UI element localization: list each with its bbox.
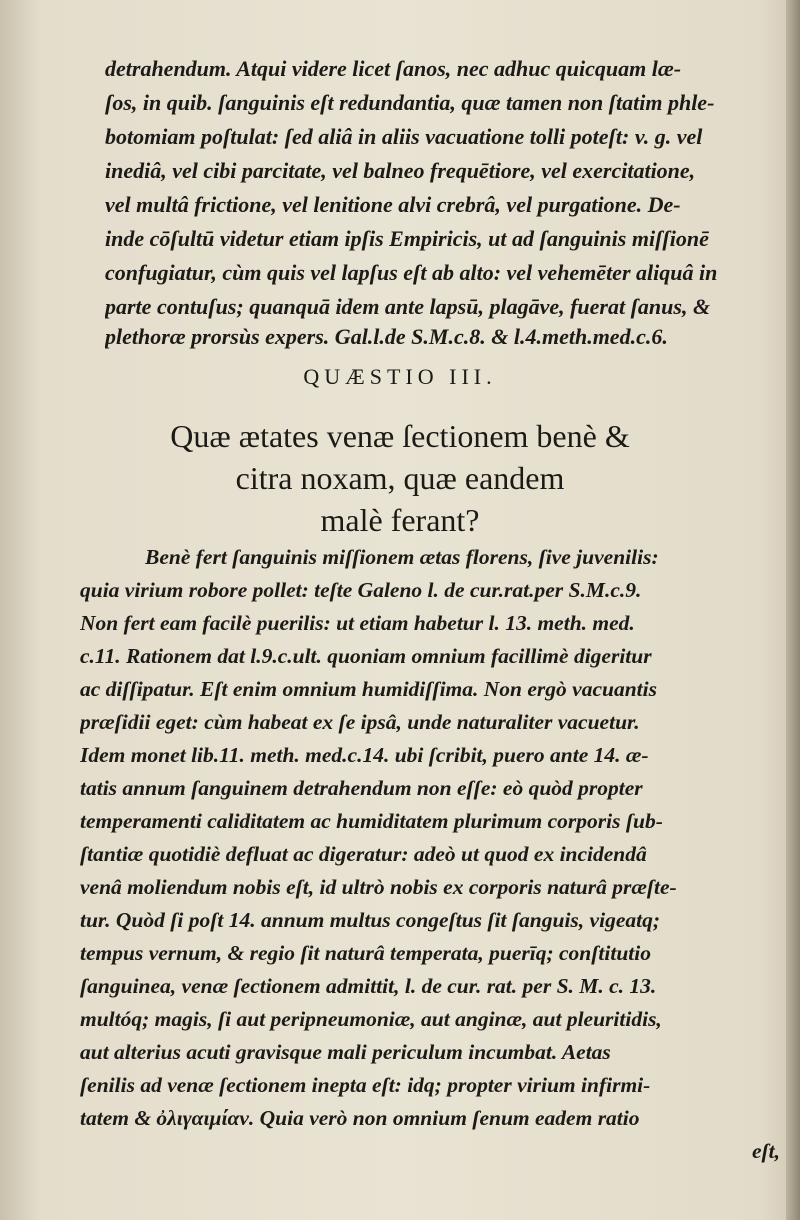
text-line: ſos, in quib. ſanguinis eſt redundantia, quæ tamen non ſtatim phle- [105, 90, 715, 115]
quaestio-heading: QUÆSTIO III. [303, 364, 497, 389]
title-line: Quæ ætates venæ ſectionem benè & [170, 418, 630, 454]
text-line: tatis annum ſanguinem detrahendum non eſſe: eò quòd propter [80, 776, 643, 800]
text-line: inde cōſultū videtur etiam ipſis Empiricis, ut ad ſanguinis miſſionē [105, 226, 709, 251]
text-line: tatem & ὀλιγαιμίαν. Quia verò non omnium ſenum eadem ratio [80, 1106, 640, 1130]
text-line: plethoræ prorsùs expers. Gal.l.de S.M.c.8. & l.4.meth.med.c.6. [105, 324, 668, 349]
text-line: inediâ, vel cibi parcitate, vel balneo frequētiore, vel exercitatione, [105, 158, 696, 183]
text-line: parte contuſus; quanquā idem ante lapsū, plagāve, fuerat ſanus, & [105, 294, 711, 319]
text-line: vel multâ frictione, vel lenitione alvi crebrâ, vel purgatione. De- [105, 192, 681, 217]
text-line: Idem monet lib.11. meth. med.c.14. ubi ſcribit, puero ante 14. æ- [80, 743, 649, 767]
text-line: temperamenti caliditatem ac humiditatem plurimum corporis ſub- [80, 809, 663, 833]
text-line: quia virium robore pollet: teſte Galeno l. de cur.rat.per S.M.c.9. [80, 578, 642, 602]
text-line: præſidii eget: cùm habeat ex ſe ipsâ, unde naturaliter vacuetur. [80, 710, 640, 734]
text-line: ac diſſipatur. Eſt enim omnium humidiſſima. Non ergò vacuantis [80, 677, 657, 701]
text-line: multóq; magis, ſi aut peripneumoniæ, aut anginæ, aut pleuritidis, [80, 1007, 662, 1031]
text-line: botomiam poſtulat: ſed aliâ in aliis vacuatione tolli poteſt: v. g. vel [105, 124, 703, 149]
text-line: Benè fert ſanguinis miſſionem ætas florens, ſive juvenilis: [145, 545, 659, 569]
text-line: c.11. Rationem dat l.9.c.ult. quoniam omnium facillimè digeritur [80, 644, 652, 668]
page-edge-shadow [786, 0, 800, 1220]
text-line: venâ moliendum nobis eſt, id ultrò nobis ex corporis naturâ præſte- [80, 875, 677, 899]
text-line: confugiatur, cùm quis vel lapſus eſt ab alto: vel vehemēter aliquâ in [105, 260, 718, 285]
text-line: tur. Quòd ſi poſt 14. annum multus congeſtus ſit ſanguis, vigeatq; [80, 908, 660, 932]
text-line: aut alterius acuti gravisque mali periculum incumbat. Aetas [80, 1040, 611, 1064]
text-line: ſanguinea, venæ ſectionem admittit, l. de cur. rat. per S. M. c. 13. [80, 974, 657, 998]
title-line: citra noxam, quæ eandem [235, 460, 565, 496]
text-line: Non fert eam facilè puerilis: ut etiam habetur l. 13. meth. med. [80, 611, 635, 635]
text-line: ſtantiæ quotidiè defluat ac digeratur: adeò ut quod ex incidendâ [80, 842, 647, 866]
text-line: ſenilis ad venæ ſectionem inepta eſt: idq; propter virium infirmi- [80, 1073, 651, 1097]
catchword: eſt, [751, 1139, 780, 1163]
title-line: malè ferant? [320, 502, 480, 538]
text-line: detrahendum. Atqui videre licet ſanos, nec adhuc quicquam læ- [105, 56, 682, 81]
text-line: tempus vernum, & regio ſit naturâ temperata, puerīq; conſtitutio [80, 941, 651, 965]
